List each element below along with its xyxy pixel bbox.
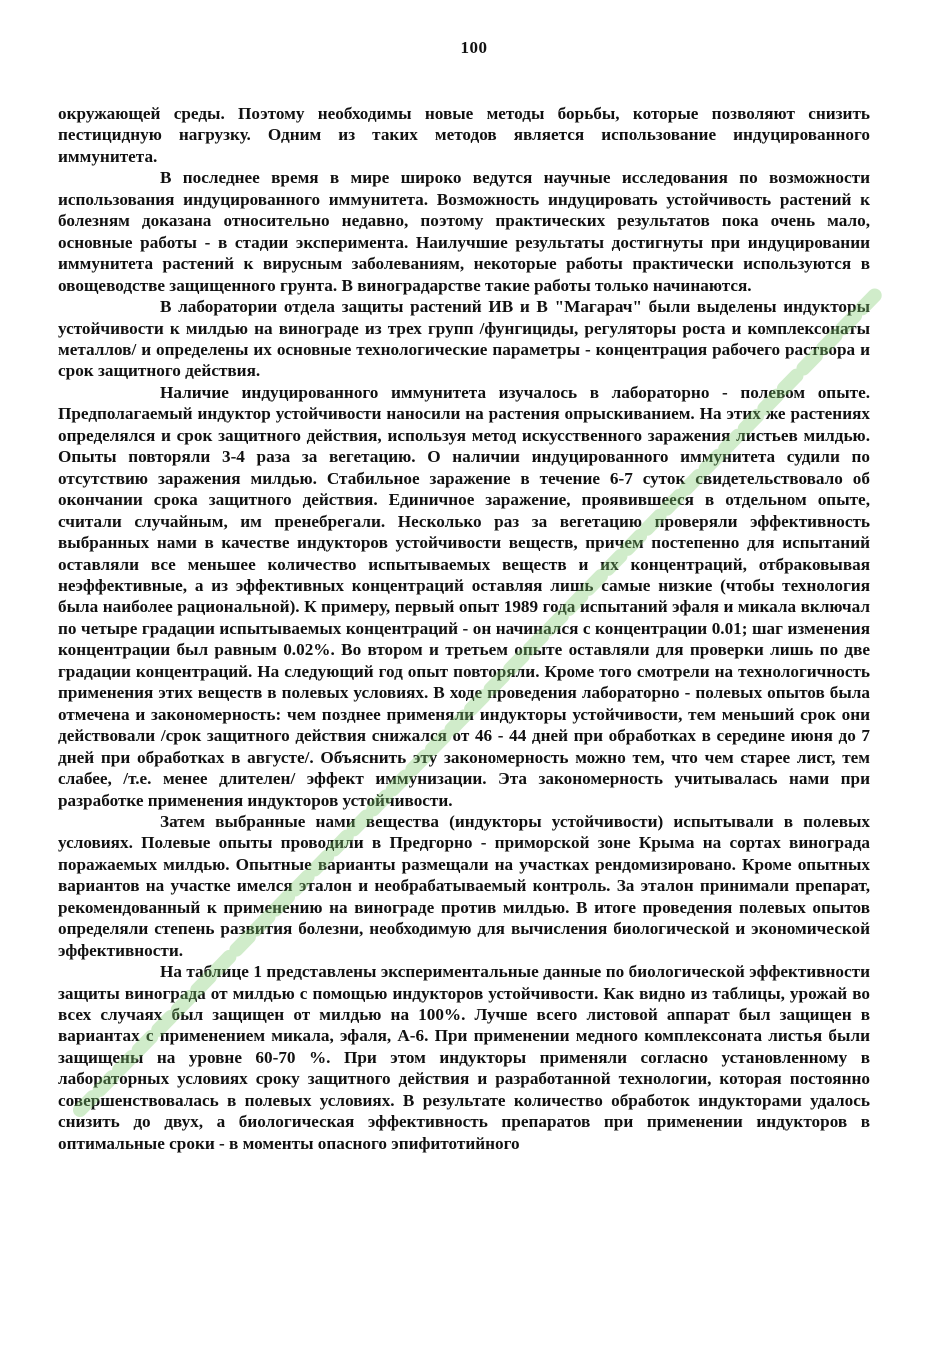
paragraph-4: Наличие индуцированного иммунитета изучалось в лабораторно - полевом опыте. Предполагаемый индуктор устойчивости наносили на растения опрыскиванием. На этих же растениях определялся и срок защитного действия, используя метод искусственного заражения листьев милдью. Опыты повторяли 3-4 раза за вегетацию. О наличии индуцированного иммунитета судили по отсутствию заражения милдью. Стабильное заражение в течение 6-7 суток свидетельствовало об окончании срока защитного действия. Единичное заражение, проявившееся в отдельном опыте, считали случайным, им пренебрегали. Несколько раз за вегетацию проверяли эффективность выбранных нами в качестве индукторов устойчивости веществ, причем постепенно для испытаний оставляли все меньшее количество испытываемых веществ и их концентраций, отбраковывая неэффективные, а из эффективных концентраций оставляя лишь самые низкие (чтобы технология была наиболее рациональной). К примеру, первый опыт 1989 года испытаний эфаля и микала включал по четыре градации испытываемых концентраций - он начинался с концентрации 0.01; шаг изменения концентрации был равным 0.02%. Во втором и третьем опыте оставляли для проверки лишь по две градации концентраций. На следующий год опыт повторяли. Кроме того смотрели на технологичность применения этих веществ в полевых условиях. В ходе проведения лабораторно - полевых опытов была отмечена и закономерность: чем позднее применяли индукторы устойчивости, тем меньший срок они действовали /срок защитного действия снижался от 46 - 44 дней при обработках в середине июня до 7 дней при обработках в августе/. Объяснить эту закономерность можно тем, что чем старее лист, тем слабее, /т.е. менее длителен/ эффект иммунизации. Эта закономерность учитывалась нами при разработке применения индукторов устойчивости. bbox=[58, 382, 870, 810]
paragraph-2: В последнее время в мире широко ведутся научные исследования по возможности использования индуцированного иммунитета. Возможность индуцировать устойчивость растений к болезням доказана относительно недавно, поэтому практических результатов пока очень мало, основные работы - в стадии эксперимента. Наилучшие результаты достигнуты при индуцировании иммунитета растений к вирусным заболеваниям, некоторые работы практически используются в овощеводстве защищенного грунта. В виноградарстве такие работы только начинаются. bbox=[58, 168, 870, 295]
paragraph-1: окружающей среды. Поэтому необходимы новые методы борьбы, которые позволяют снизить пестицидную нагрузку. Одним из таких методов является использование индуцированного иммунитета. bbox=[58, 104, 870, 166]
paragraph-5: Затем выбранные нами вещества (индукторы устойчивости) испытывали в полевых условиях. Полевые опыты проводили в Предгорно - приморской зоне Крыма на сортах винограда поражаемых милдью. Опытные варианты размещали на участках рендомизировано. Кроме опытных вариантов на участке имелся эталон и необрабатываемый контроль. За эталон принимали препарат, рекомендованный к применению на винограде против милдью. В итоге проведения полевых опытов определяли степень развития болезни, необходимую для вычисления биологической и экономической эффективности. bbox=[58, 811, 870, 960]
page-number: 100 bbox=[460, 38, 488, 57]
body-text bbox=[58, 103, 870, 1154]
paragraph-6: На таблице 1 представлены экспериментальные данные по биологической эффективности защиты винограда от милдью с помощью индукторов устойчивости. Как видно из таблицы, урожай во всех случаях был защищен от милдью на 100%. Лучше всего листовой аппарат был защищен в вариантах с применением микала, эфаля, А-6. При применении медного комплексоната листья были защищены на уровне 60-70 %. При этом индукторы применяли согласно установленному в лабораторных условиях сроку защитного действия и разработанной технологии, которая постоянно совершенствовалась в полевых условиях. В результате количество обработок индукторами удалось снизить до двух, а биологическая эффективность препаратов при применении индукторов в оптимальные сроки - в моменты опасного эпифитотийного bbox=[58, 962, 870, 1153]
paragraph-3: В лаборатории отдела защиты растений ИВ и В "Магарач" были выделены индукторы устойчивости к милдью на винограде из трех групп /фунгициды, регуляторы роста и комплексонаты металлов/ и определены их основные технологические параметры - концентрация рабочего раствора и срок защитного действия. bbox=[58, 297, 870, 381]
